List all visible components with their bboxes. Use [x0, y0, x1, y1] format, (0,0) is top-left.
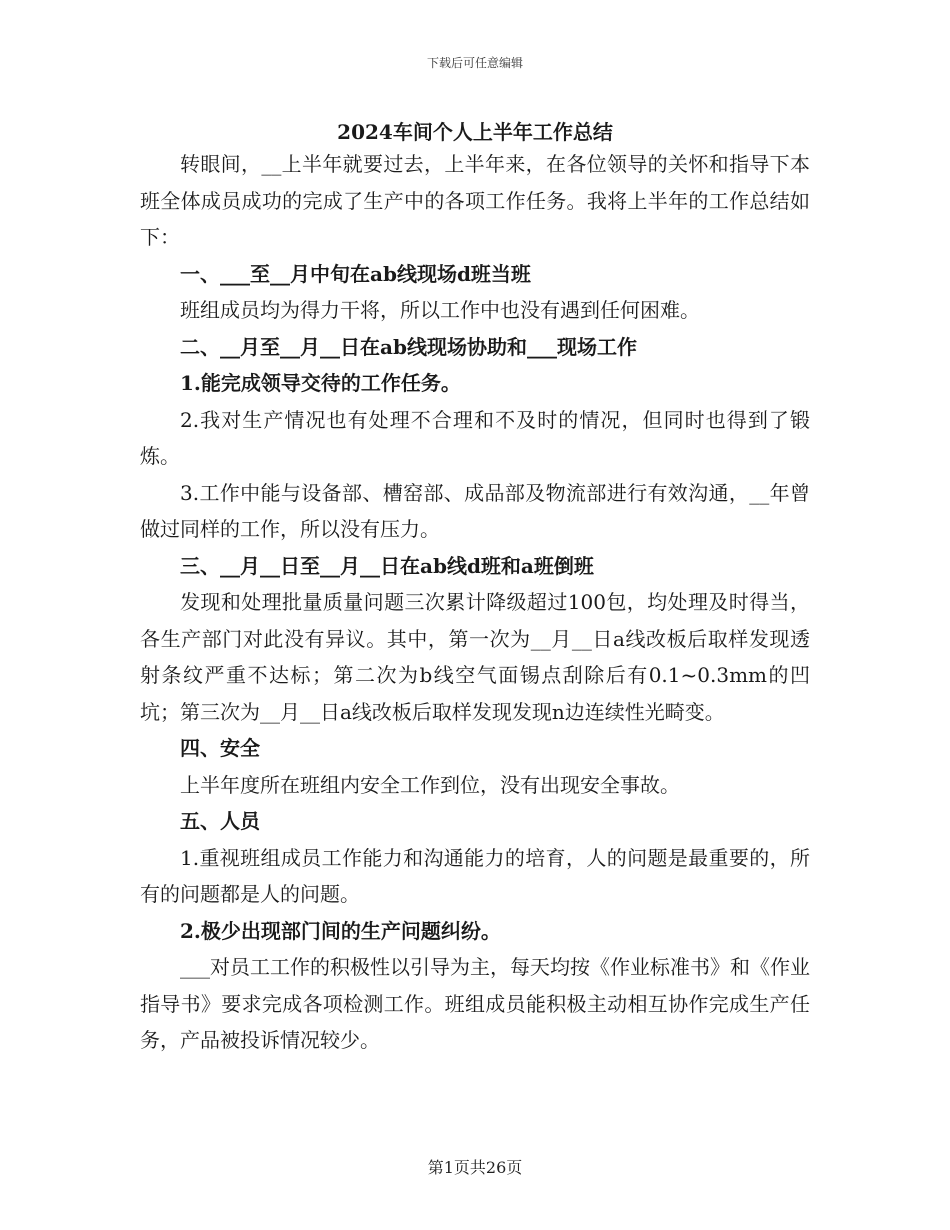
- section-heading-5: 五、人员: [180, 809, 260, 833]
- paragraph: 发现和处理批量质量问题三次累计降级超过100包，均处理及时得当，各生产部门对此没有异议。其中，第一次为__月__日a线改板后取样发现透射条纹严重不达标；第二次为b线空气面锡点刮除后有0.1~0.3mm的凹坑；第三次为__月__日a线改板后取样发现发现n边连续性光畸变。: [140, 590, 810, 724]
- list-item-bold: 2.极少出现部门间的生产问题纠纷。: [180, 918, 501, 943]
- section-heading-2: 二、__月至__月__日在ab线现场协助和___现场工作: [180, 334, 637, 359]
- page-number-footer: 第1页共26页: [427, 1158, 523, 1177]
- list-item: 2.我对生产情况也有处理不合理和不及时的情况，但同时也得到了锻炼。: [140, 407, 810, 468]
- list-item: 3.工作中能与设备部、槽窑部、成品部及物流部进行有效沟通，__年曾做过同样的工作，所以没有压力。: [140, 480, 810, 541]
- paragraph: 班组成员均为得力干将，所以工作中也没有遇到任何困难。: [180, 298, 700, 322]
- list-item: 1.重视班组成员工作能力和沟通能力的培育，人的问题是最重要的，所有的问题都是人的问题。: [140, 845, 810, 906]
- document-title: 2024车间个人上半年工作总结: [337, 120, 613, 144]
- section-heading-1: 一、___至__月中旬在ab线现场d班当班: [180, 261, 531, 286]
- section-heading-4: 四、安全: [180, 736, 260, 760]
- paragraph: ___对员工工作的积极性以引导为主，每天均按《作业标准书》和《作业指导书》要求完成各项检测工作。班组成员能积极主动相互协作完成生产任务，产品被投诉情况较少。: [140, 955, 810, 1052]
- paragraph: 上半年度所在班组内安全工作到位，没有出现安全事故。: [180, 772, 680, 797]
- paragraph-intro: 转眼间，__上半年就要过去，上半年来，在各位领导的关怀和指导下本班全体成员成功的完成了生产中的各项工作任务。我将上半年的工作总结如下：: [140, 152, 810, 249]
- list-item-bold: 1.能完成领导交待的工作任务。: [180, 371, 461, 395]
- section-heading-3: 三、__月__日至__月__日在ab线d班和a班倒班: [180, 553, 594, 578]
- header-note: 下载后可任意编辑: [426, 56, 523, 70]
- document-body: [140, 146, 810, 1059]
